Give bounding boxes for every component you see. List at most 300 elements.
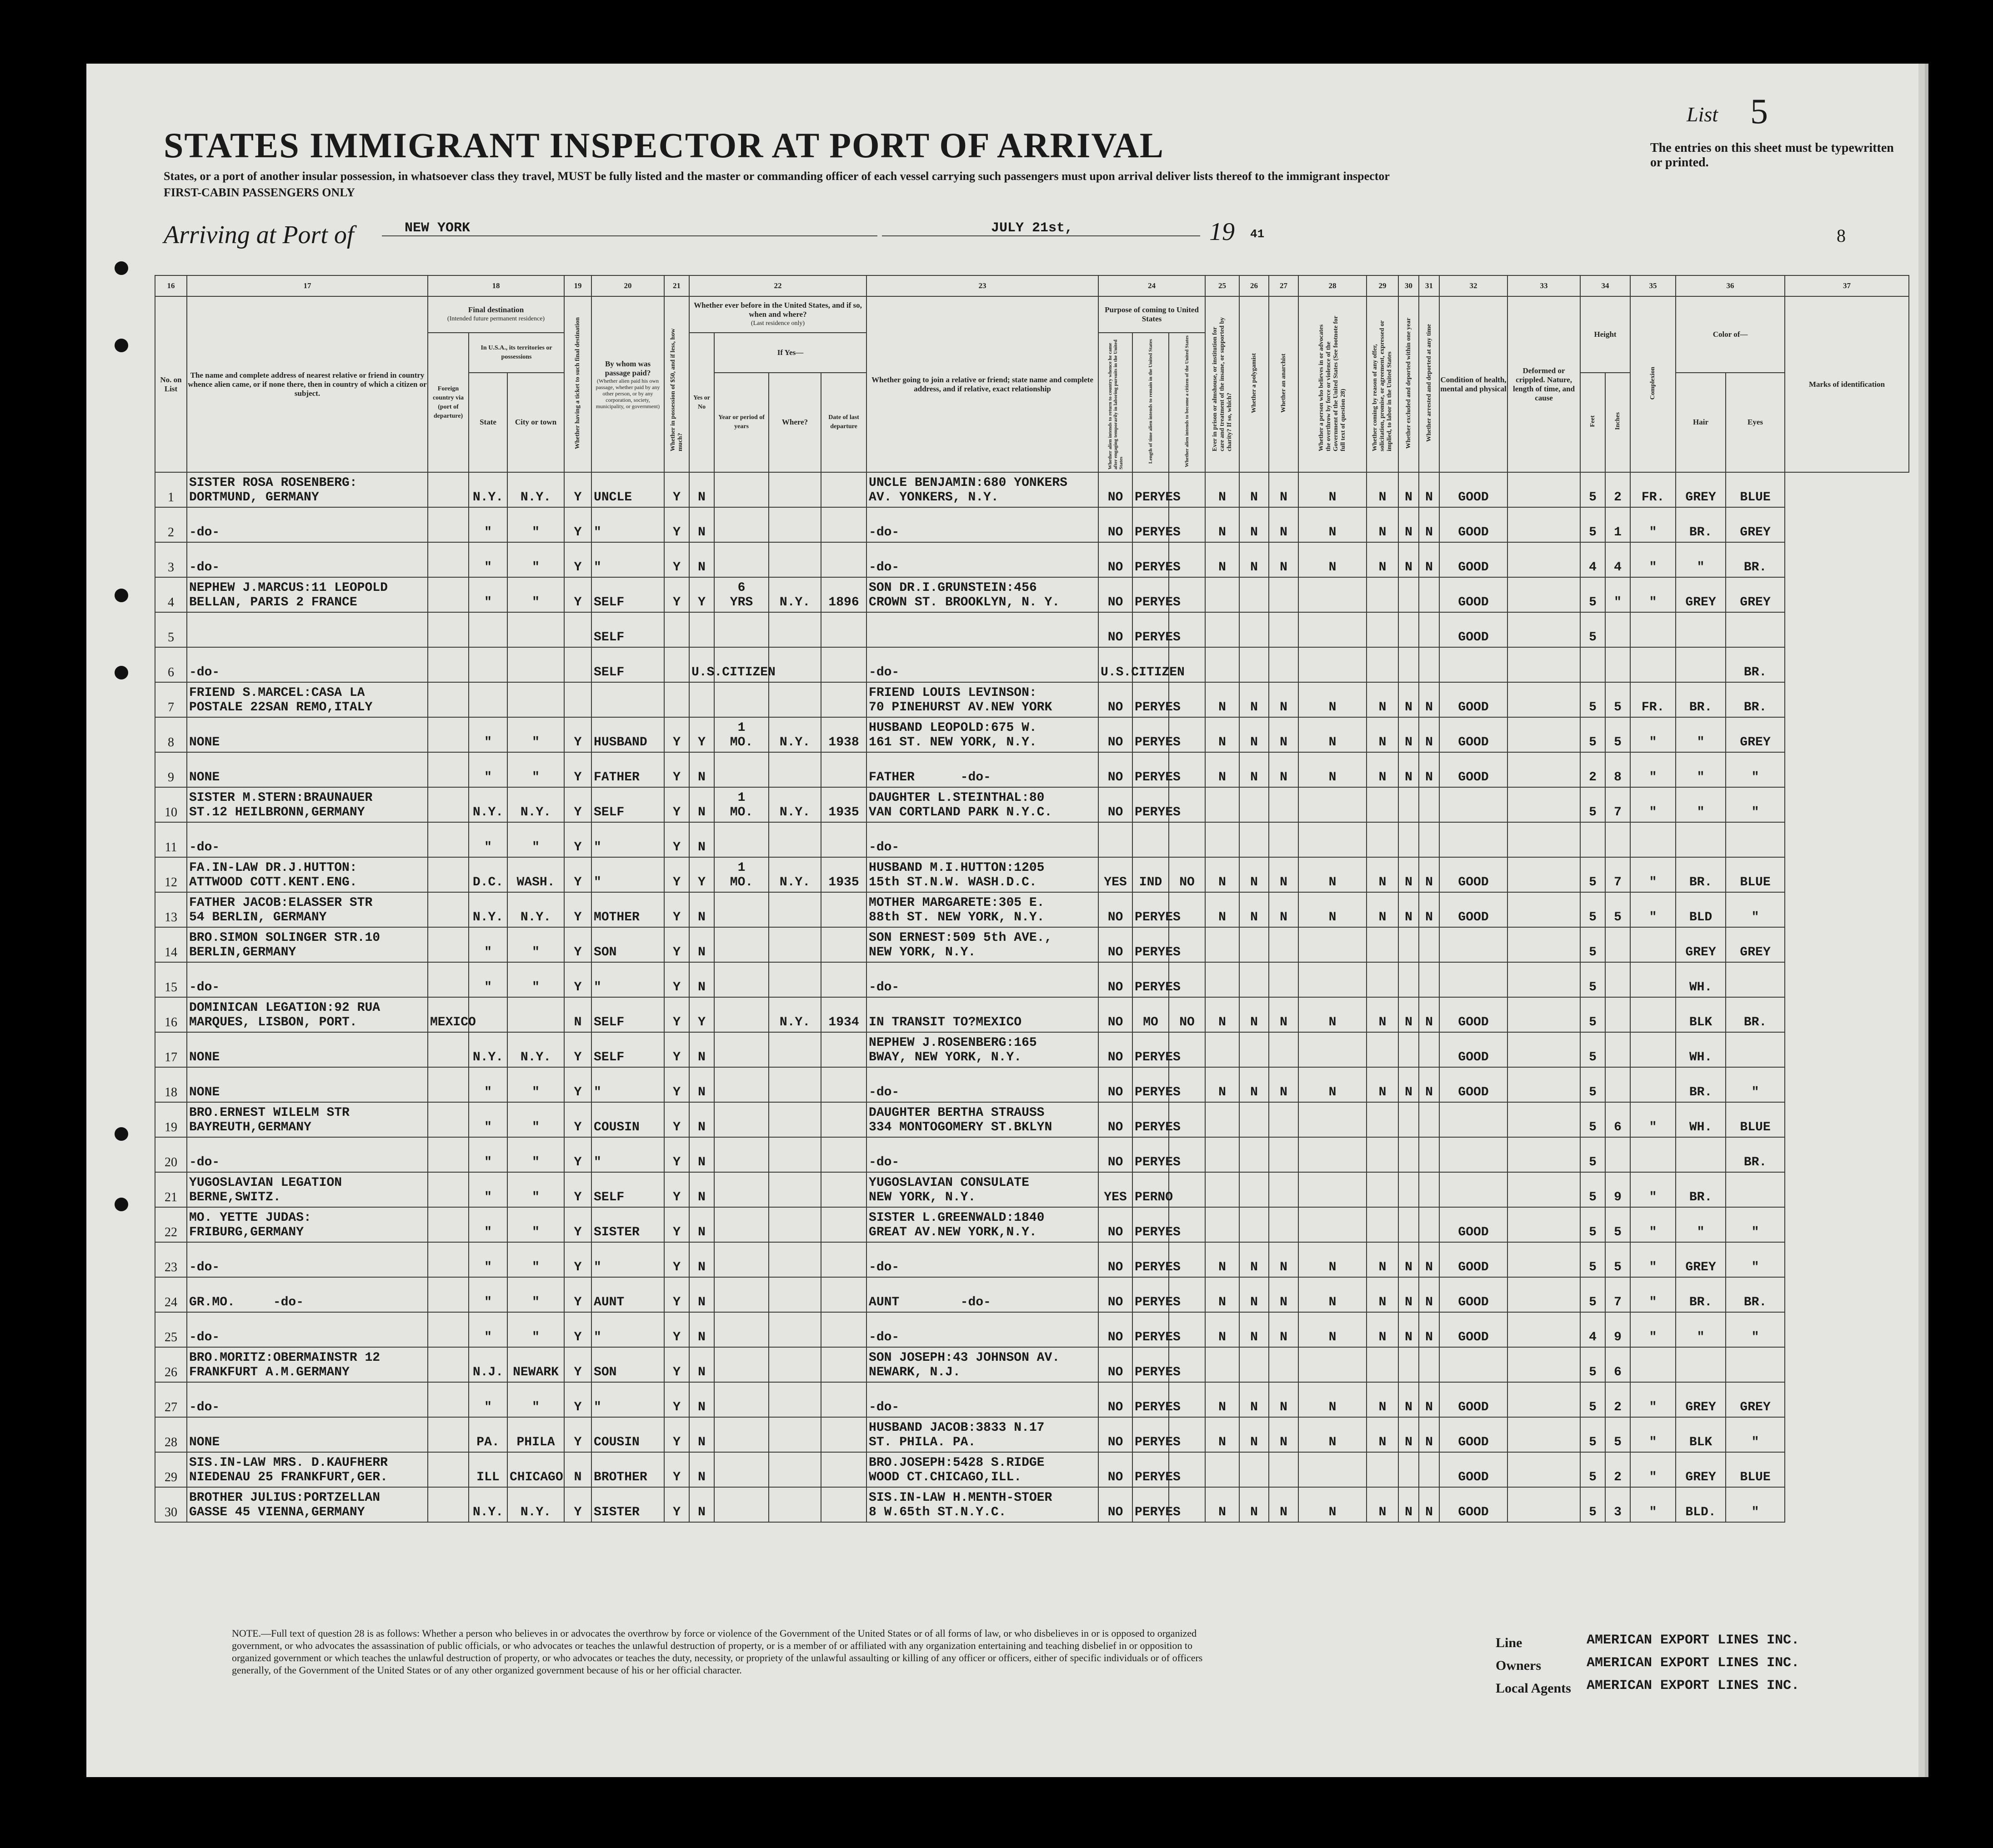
manifest-row xyxy=(155,1032,1909,1067)
complexion-cell xyxy=(1630,647,1676,682)
health-cell: GOOD xyxy=(1439,1382,1507,1417)
purpose-length-cell: PERYES xyxy=(1132,787,1169,822)
inches-cell: 5 xyxy=(1605,1242,1630,1277)
prison-cell xyxy=(1205,1102,1239,1137)
foreign-country-cell xyxy=(428,1277,469,1312)
purpose-return-cell: NO xyxy=(1098,542,1132,577)
inches-cell: 9 xyxy=(1605,1312,1630,1347)
ticket-cell: Y xyxy=(564,717,591,752)
header-purpose-b xyxy=(1132,333,1169,472)
col-num: 36 xyxy=(1676,275,1785,296)
row-number: 29 xyxy=(155,1452,187,1487)
inches-cell xyxy=(1605,612,1630,647)
city-cell: " xyxy=(507,822,564,857)
prison-cell: N xyxy=(1205,472,1239,507)
q28-cell: N xyxy=(1298,857,1367,892)
deformed-cell xyxy=(1507,1487,1580,1522)
col-num: 17 xyxy=(187,275,428,296)
joining-cell: FRIEND LOUIS LEVINSON: 70 PINEHURST AV.NEW YORK xyxy=(866,682,1098,717)
relative-cell xyxy=(187,612,428,647)
q30-cell: N xyxy=(1398,717,1419,752)
feet-cell: 4 xyxy=(1580,1312,1605,1347)
relative-cell: BROTHER JULIUS:PORTZELLAN GASSE 45 VIENNA,GERMANY xyxy=(187,1487,428,1522)
eyes-cell: BR. xyxy=(1726,682,1785,717)
q29-cell xyxy=(1367,612,1398,647)
joining-cell: -do- xyxy=(866,822,1098,857)
inches-cell: 1 xyxy=(1605,507,1630,542)
joining-cell: UNCLE BENJAMIN:680 YONKERS AV. YONKERS, N.Y. xyxy=(866,472,1098,507)
purpose-return-cell: NO xyxy=(1098,892,1132,927)
deformed-cell xyxy=(1507,612,1580,647)
header-anarchist-text: Whether an anarchist xyxy=(1280,353,1287,413)
q29-cell: N xyxy=(1367,1277,1398,1312)
where-cell: N.Y. xyxy=(769,857,821,892)
joining-cell: -do- xyxy=(866,1312,1098,1347)
foreign-country-cell xyxy=(428,787,469,822)
ticket-cell: N xyxy=(564,1452,591,1487)
health-cell xyxy=(1439,1102,1507,1137)
anarchist-cell: N xyxy=(1269,1277,1298,1312)
prison-cell xyxy=(1205,1207,1239,1242)
money-cell: Y xyxy=(664,1382,689,1417)
manifest-row xyxy=(155,822,1909,857)
polygamist-cell: N xyxy=(1239,1277,1269,1312)
money-cell: Y xyxy=(664,997,689,1032)
joining-cell: DAUGHTER BERTHA STRAUSS 334 MONTOGOMERY ST.BKLYN xyxy=(866,1102,1098,1137)
header-money xyxy=(664,296,689,472)
q31-cell: N xyxy=(1419,717,1439,752)
polygamist-cell xyxy=(1239,612,1269,647)
purpose-length-cell: PERYES xyxy=(1132,542,1169,577)
purpose-return-cell: NO xyxy=(1098,752,1132,787)
passage-cell: SISTER xyxy=(591,1207,664,1242)
health-cell: GOOD xyxy=(1439,752,1507,787)
health-cell xyxy=(1439,962,1507,997)
complexion-cell: " xyxy=(1630,507,1676,542)
row-number: 16 xyxy=(155,997,187,1032)
year-period-cell xyxy=(714,1452,769,1487)
complexion-cell: " xyxy=(1630,1207,1676,1242)
state-cell: N.Y. xyxy=(469,892,507,927)
money-cell: Y xyxy=(664,1452,689,1487)
departure-date-cell xyxy=(821,507,866,542)
where-cell xyxy=(769,612,821,647)
complexion-cell xyxy=(1630,1347,1676,1382)
money-cell: Y xyxy=(664,1242,689,1277)
eyes-cell: " xyxy=(1726,1417,1785,1452)
year-period-cell xyxy=(714,822,769,857)
health-cell: GOOD xyxy=(1439,1067,1507,1102)
q31-cell: N xyxy=(1419,892,1439,927)
polygamist-cell xyxy=(1239,927,1269,962)
polygamist-cell: N xyxy=(1239,752,1269,787)
header-eyes: Eyes xyxy=(1726,373,1785,472)
before-us-cell: N xyxy=(689,1242,714,1277)
health-cell: GOOD xyxy=(1439,1242,1507,1277)
form-title: STATES IMMIGRANT INSPECTOR AT PORT OF ARRIVAL xyxy=(164,125,1164,165)
where-cell xyxy=(769,1417,821,1452)
complexion-cell: " xyxy=(1630,1242,1676,1277)
complexion-cell: FR. xyxy=(1630,472,1676,507)
joining-cell: -do- xyxy=(866,1242,1098,1277)
eyes-cell: BR. xyxy=(1726,1137,1785,1172)
q29-cell xyxy=(1367,1207,1398,1242)
header-q28 xyxy=(1298,296,1367,472)
q30-cell xyxy=(1398,647,1419,682)
state-cell: D.C. xyxy=(469,857,507,892)
where-cell xyxy=(769,1102,821,1137)
polygamist-cell xyxy=(1239,962,1269,997)
money-cell: Y xyxy=(664,1487,689,1522)
year-period-cell xyxy=(714,542,769,577)
relative-cell: -do- xyxy=(187,962,428,997)
q31-cell xyxy=(1419,647,1439,682)
health-cell: GOOD xyxy=(1439,1207,1507,1242)
passage-cell: SELF xyxy=(591,787,664,822)
purpose-return-cell: NO xyxy=(1098,1102,1132,1137)
foreign-country-cell xyxy=(428,1102,469,1137)
passage-cell: SELF xyxy=(591,577,664,612)
eyes-cell: BLUE xyxy=(1726,1452,1785,1487)
feet-cell: 5 xyxy=(1580,1137,1605,1172)
anarchist-cell xyxy=(1269,1032,1298,1067)
row-number: 14 xyxy=(155,927,187,962)
departure-date-cell: 1896 xyxy=(821,577,866,612)
money-cell: Y xyxy=(664,927,689,962)
purpose-length-cell: PERYES xyxy=(1132,1277,1169,1312)
relative-cell: SIS.IN-LAW MRS. D.KAUFHERR NIEDENAU 25 FRANKFURT,GER. xyxy=(187,1452,428,1487)
hair-cell: BR. xyxy=(1676,1067,1726,1102)
year-period-cell xyxy=(714,612,769,647)
state-cell: N.J. xyxy=(469,1347,507,1382)
polygamist-cell: N xyxy=(1239,1487,1269,1522)
feet-cell: 5 xyxy=(1580,997,1605,1032)
manifest-row xyxy=(155,1382,1909,1417)
before-us-cell: N xyxy=(689,962,714,997)
q29-cell xyxy=(1367,822,1398,857)
eyes-cell: " xyxy=(1726,1312,1785,1347)
where-cell xyxy=(769,1207,821,1242)
departure-date-cell xyxy=(821,752,866,787)
purpose-return-cell: NO xyxy=(1098,1242,1132,1277)
inches-cell xyxy=(1605,1067,1630,1102)
polygamist-cell: N xyxy=(1239,997,1269,1032)
year-prefix: 19 xyxy=(1209,218,1235,246)
state-cell: " xyxy=(469,1207,507,1242)
row-number: 22 xyxy=(155,1207,187,1242)
polygamist-cell xyxy=(1239,577,1269,612)
row-number: 6 xyxy=(155,647,187,682)
purpose-return-cell: NO xyxy=(1098,1312,1132,1347)
purpose-length-cell: PERYES xyxy=(1132,1067,1169,1102)
health-cell: GOOD xyxy=(1439,507,1507,542)
prison-cell xyxy=(1205,612,1239,647)
arrival-date: JULY 21st, xyxy=(991,220,1073,236)
q28-cell: N xyxy=(1298,1242,1367,1277)
foreign-country-cell xyxy=(428,1347,469,1382)
feet-cell: 5 xyxy=(1580,717,1605,752)
state-cell: " xyxy=(469,1172,507,1207)
city-cell: " xyxy=(507,1312,564,1347)
state-cell: " xyxy=(469,717,507,752)
punch-hole-5 xyxy=(115,1127,128,1141)
state-cell: " xyxy=(469,1382,507,1417)
feet-cell: 4 xyxy=(1580,542,1605,577)
foreign-country-cell xyxy=(428,542,469,577)
year-period-cell xyxy=(714,507,769,542)
hair-cell: GREY xyxy=(1676,577,1726,612)
purpose-citizen-cell: NO xyxy=(1169,997,1205,1032)
row-number: 7 xyxy=(155,682,187,717)
deformed-cell xyxy=(1507,472,1580,507)
q29-cell: N xyxy=(1367,1312,1398,1347)
deformed-cell xyxy=(1507,1277,1580,1312)
header-final-destination xyxy=(428,296,564,333)
health-cell xyxy=(1439,647,1507,682)
col-num: 35 xyxy=(1630,275,1676,296)
feet-cell xyxy=(1580,822,1605,857)
passage-cell: SELF xyxy=(591,1032,664,1067)
foreign-country-cell xyxy=(428,1242,469,1277)
q29-cell: N xyxy=(1367,1242,1398,1277)
where-cell xyxy=(769,1312,821,1347)
prison-cell: N xyxy=(1205,1277,1239,1312)
polygamist-cell: N xyxy=(1239,472,1269,507)
inches-cell: 6 xyxy=(1605,1347,1630,1382)
purpose-citizen-cell xyxy=(1169,1172,1205,1207)
complexion-cell: FR. xyxy=(1630,682,1676,717)
header-row-1 xyxy=(155,296,1909,333)
purpose-return-cell: NO xyxy=(1098,1347,1132,1382)
money-cell: Y xyxy=(664,787,689,822)
header-where: Where? xyxy=(769,373,821,472)
anarchist-cell xyxy=(1269,1102,1298,1137)
where-cell xyxy=(769,822,821,857)
purpose-length-cell: MO xyxy=(1132,997,1169,1032)
hair-cell: GREY xyxy=(1676,472,1726,507)
money-cell: Y xyxy=(664,1277,689,1312)
prison-cell: N xyxy=(1205,507,1239,542)
state-cell: " xyxy=(469,1137,507,1172)
header-deformed: Deformed or crippled. Nature, length of time, and cause xyxy=(1507,296,1580,472)
q28-cell: N xyxy=(1298,1417,1367,1452)
relative-cell: FRIEND S.MARCEL:CASA LA POSTALE 22SAN REMO,ITALY xyxy=(187,682,428,717)
polygamist-cell xyxy=(1239,1102,1269,1137)
state-cell: " xyxy=(469,927,507,962)
q31-cell: N xyxy=(1419,1312,1439,1347)
relative-cell: -do- xyxy=(187,507,428,542)
departure-date-cell: 1935 xyxy=(821,857,866,892)
row-number: 4 xyxy=(155,577,187,612)
passage-cell: BROTHER xyxy=(591,1452,664,1487)
instructions xyxy=(164,168,1641,201)
header-feet xyxy=(1580,373,1605,472)
passage-cell: SON xyxy=(591,927,664,962)
anarchist-cell: N xyxy=(1269,717,1298,752)
hair-cell xyxy=(1676,822,1726,857)
relative-cell: NONE xyxy=(187,717,428,752)
header-purpose-b-text: Length of time alien intends to remain in the United States xyxy=(1148,339,1154,464)
city-cell: " xyxy=(507,1172,564,1207)
header-no: No. on List xyxy=(155,296,187,472)
q31-cell: N xyxy=(1419,1417,1439,1452)
q28-cell: N xyxy=(1298,1382,1367,1417)
departure-date-cell xyxy=(821,892,866,927)
complexion-cell: " xyxy=(1630,787,1676,822)
relative-cell: BRO.MORITZ:OBERMAINSTR 12 FRANKFURT A.M.GERMANY xyxy=(187,1347,428,1382)
where-cell xyxy=(769,682,821,717)
polygamist-cell: N xyxy=(1239,1242,1269,1277)
year-period-cell xyxy=(714,962,769,997)
health-cell: GOOD xyxy=(1439,997,1507,1032)
header-if-yes: If Yes— xyxy=(714,333,866,373)
feet-cell: 5 xyxy=(1580,1067,1605,1102)
purpose-return-cell: NO xyxy=(1098,1207,1132,1242)
relative-cell: -do- xyxy=(187,1312,428,1347)
money-cell: Y xyxy=(664,1347,689,1382)
header-q30-text: Whether excluded and deported within one year xyxy=(1405,317,1412,449)
inches-cell: 7 xyxy=(1605,1277,1630,1312)
deformed-cell xyxy=(1507,577,1580,612)
ticket-cell: Y xyxy=(564,927,591,962)
purpose-return-cell: NO xyxy=(1098,997,1132,1032)
state-cell: N.Y. xyxy=(469,787,507,822)
inches-cell: 6 xyxy=(1605,1102,1630,1137)
header-health: Condition of health, mental and physical xyxy=(1439,296,1507,472)
health-cell: GOOD xyxy=(1439,857,1507,892)
col-num: 26 xyxy=(1239,275,1269,296)
before-us-cell: U.S.CITIZEN xyxy=(689,647,714,682)
q31-cell xyxy=(1419,1102,1439,1137)
question-28-note: NOTE.—Full text of question 28 is as follows: Whether a person who believes in or advocates the overthrow by force or violence of the Government of the United States or of all forms of law, or who disbelieves in or is opposed to organized government, or who advocates the assassination of public officials, or who advocates or teaches the unlawful destruction of property, or is a member of or affiliated with any organization entertaining and teaching disbelief in or opposition to organized government or which teaches the unlawful destruction of property, or who advocates or teaches the duty, necessity, or propriety of the unlawful assaulting or killing of any officer or officers, either of specific individuals or of officers generally, of the Government of the United States or of any other organized government because of his or her official character. xyxy=(232,1628,1203,1676)
q30-cell xyxy=(1398,1207,1419,1242)
q28-cell xyxy=(1298,1032,1367,1067)
manifest-body xyxy=(155,472,1909,1522)
city-cell: " xyxy=(507,927,564,962)
hair-cell: " xyxy=(1676,542,1726,577)
hair-cell: GREY xyxy=(1676,927,1726,962)
year-period-cell xyxy=(714,1417,769,1452)
q28-cell xyxy=(1298,1102,1367,1137)
q28-cell: N xyxy=(1298,1067,1367,1102)
prison-cell: N xyxy=(1205,1382,1239,1417)
state-cell: " xyxy=(469,752,507,787)
inches-cell: 5 xyxy=(1605,892,1630,927)
year-period-cell xyxy=(714,1487,769,1522)
foreign-country-cell xyxy=(428,927,469,962)
year-period-cell xyxy=(714,927,769,962)
feet-cell: 5 xyxy=(1580,1277,1605,1312)
joining-cell: YUGOSLAVIAN CONSULATE NEW YORK, N.Y. xyxy=(866,1172,1098,1207)
year-period-cell xyxy=(714,1347,769,1382)
departure-date-cell xyxy=(821,542,866,577)
row-number: 17 xyxy=(155,1032,187,1067)
header-date-departure: Date of last departure xyxy=(821,373,866,472)
polygamist-cell: N xyxy=(1239,1382,1269,1417)
header-polygamist xyxy=(1239,296,1269,472)
passage-cell: " xyxy=(591,822,664,857)
purpose-return-cell: NO xyxy=(1098,962,1132,997)
city-cell: " xyxy=(507,1382,564,1417)
hair-cell: BR. xyxy=(1676,682,1726,717)
joining-cell: -do- xyxy=(866,542,1098,577)
col-num: 32 xyxy=(1439,275,1507,296)
q31-cell: N xyxy=(1419,997,1439,1032)
before-us-cell: N xyxy=(689,822,714,857)
deformed-cell xyxy=(1507,857,1580,892)
deformed-cell xyxy=(1507,1347,1580,1382)
purpose-length-cell: PERYES xyxy=(1132,1347,1169,1382)
feet-cell: 5 xyxy=(1580,1452,1605,1487)
joining-cell: SON DR.I.GRUNSTEIN:456 CROWN ST. BROOKLYN, N. Y. xyxy=(866,577,1098,612)
relative-cell: NEPHEW J.MARCUS:11 LEOPOLD BELLAN, PARIS 2 FRANCE xyxy=(187,577,428,612)
prison-cell: N xyxy=(1205,892,1239,927)
eyes-cell: " xyxy=(1726,1207,1785,1242)
deformed-cell xyxy=(1507,542,1580,577)
owners-value: AMERICAN EXPORT LINES INC. xyxy=(1587,1655,1800,1671)
deformed-cell xyxy=(1507,997,1580,1032)
row-number: 19 xyxy=(155,1102,187,1137)
city-cell: " xyxy=(507,507,564,542)
ticket-cell xyxy=(564,682,591,717)
departure-date-cell xyxy=(821,682,866,717)
foreign-country-cell xyxy=(428,1207,469,1242)
where-cell: N.Y. xyxy=(769,997,821,1032)
row-number: 9 xyxy=(155,752,187,787)
where-cell xyxy=(769,1137,821,1172)
punch-hole-3 xyxy=(115,589,128,602)
q29-cell xyxy=(1367,1102,1398,1137)
col-num: 29 xyxy=(1367,275,1398,296)
city-cell: NEWARK xyxy=(507,1347,564,1382)
departure-date-cell xyxy=(821,1137,866,1172)
typewriter-note: The entries on this sheet must be typewritten or printed. xyxy=(1650,141,1894,170)
feet-cell: 5 xyxy=(1580,577,1605,612)
inches-cell xyxy=(1605,927,1630,962)
manifest-row xyxy=(155,507,1909,542)
deformed-cell xyxy=(1507,1417,1580,1452)
col-num: 37 xyxy=(1785,275,1909,296)
hair-cell: BR. xyxy=(1676,1277,1726,1312)
joining-cell: BRO.JOSEPH:5428 S.RIDGE WOOD CT.CHICAGO,ILL. xyxy=(866,1452,1098,1487)
ticket-cell xyxy=(564,647,591,682)
complexion-cell xyxy=(1630,612,1676,647)
relative-cell: NONE xyxy=(187,752,428,787)
eyes-cell: GREY xyxy=(1726,1382,1785,1417)
departure-date-cell xyxy=(821,1067,866,1102)
passage-cell: MOTHER xyxy=(591,892,664,927)
col-num: 20 xyxy=(591,275,664,296)
inches-cell xyxy=(1605,1137,1630,1172)
polygamist-cell: N xyxy=(1239,857,1269,892)
q29-cell: N xyxy=(1367,507,1398,542)
header-yes-no: Yes or No xyxy=(689,333,714,472)
relative-cell: FA.IN-LAW DR.J.HUTTON: ATTWOOD COTT.KENT.ENG. xyxy=(187,857,428,892)
relative-cell: -do- xyxy=(187,1137,428,1172)
row-number: 23 xyxy=(155,1242,187,1277)
col-num: 21 xyxy=(664,275,689,296)
q30-cell: N xyxy=(1398,1067,1419,1102)
manifest-row xyxy=(155,1172,1909,1207)
year-period-cell xyxy=(714,1172,769,1207)
prison-cell xyxy=(1205,647,1239,682)
before-us-cell: N xyxy=(689,787,714,822)
manifest-table xyxy=(155,275,1909,1523)
year-period-cell: 6 YRS xyxy=(714,577,769,612)
row-number: 8 xyxy=(155,717,187,752)
q28-cell xyxy=(1298,1207,1367,1242)
manifest-row xyxy=(155,1312,1909,1347)
